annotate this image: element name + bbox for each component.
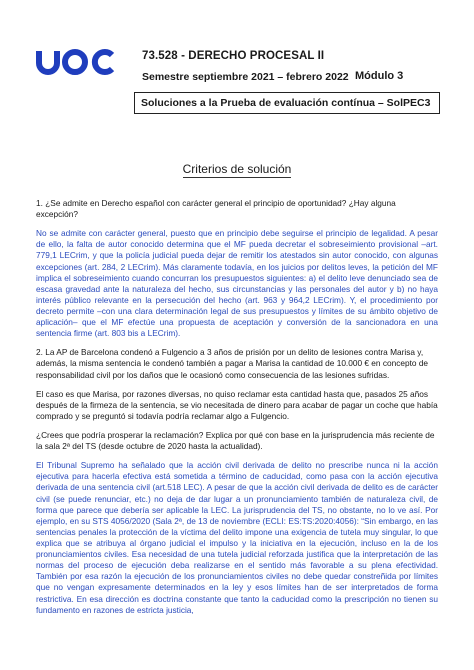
answer-2: El Tribunal Supremo ha señalado que la acción civil derivada de delito no prescribe nunca ni la acción ejecutiva para hacerla efectiva está sometida a término de caducidad, como pasa con la acción ejecutiva derivada de una sentencia civil (art.518 LEC). A pesar de que la acción civil derivada de delito es de carácter civil (se puede renunciar, etc.) no deja de dar lugar a un pronunciamiento también de naturaleza civil, de forma que parece que debería ser aplicable la LEC. La jurisprudencia del TS, no obstante, no lo ve así. Por ejemplo, en su STS 4056/2020 (Sala 2ª, de 13 de noviembre (ECLI: ES:TS:2020:4056): “Sin embargo, en las sentencias penales la protección de la víctima del delito impone una exigencia de tutela muy singular, lo que explica que se atribuya al órgano judicial el impulso y la iniciativa en la ejecución, incluso en la de los pronunciamientos civiles. Esa necesidad de una tutela judicial reforzada justifica que la interpretación de las normas del proceso de ejecución deba realizarse en el sentido más favorable a su plena efectividad. También por esa razón la ejecución de los pronunciamientos civiles no debe quedar constreñida por límites que no vengan expresamente determinados en la ley y esos límites han de ser interpretados de forma restrictiva. En esa dirección es doctrina constante que tanto la caducidad como la prescripción no tienen su fundamento en razones de estricta justicia, [36,460,438,615]
question-1: 1. ¿Se admite en Derecho español con carácter general el principio de oportunidad? ¿Hay alguna excepción? [36,198,396,220]
document-body [36,198,438,624]
question-2-statement: 2. La AP de Barcelona condenó a Fulgencio a 3 años de prisión por un delito de lesiones contra Marisa y, además, la misma sentencia le condenó también a pagar a Marisa la cantidad de 10.000 € en concepto de responsabilidad civil por los daños que le ocasionó como consecuencia de las lesiones sufridas. [36,347,429,380]
uoc-logo [36,48,116,76]
question-2-prompt: ¿Crees que podría prosperar la reclamación? Explica por qué con base en la jurisprudencia más reciente de la sala 2ª del TS (desde octubre de 2020 hasta la actualidad). [36,429,435,452]
section-heading: Criterios de solución [182,162,292,176]
module-label: Módulo 3 [355,70,404,82]
document-title-box: Soluciones a la Prueba de evaluación contínua – SolPEC3 [134,92,440,114]
semester-label: Semestre septiembre 2021 – febrero 2022 [142,71,349,83]
answer-1: No se admite con carácter general, puesto que en principio debe seguirse el principio de legalidad. A pesar de ello, la falta de autor conocido determina que el MF pueda decretar el sobreseimiento provisional –art. 779,1 LECrim, y que la policía judicial pueda dejar de remitir los atestados sin autor conocido, con algunas excepciones (art. 284, 2 LECrim). Más claramente todavía, en los juicios por delitos leves, la petición del MF implica el sobreseimiento cuando concurran los presupuestos siguientes: a) el delito leve denunciado sea de escasa gravedad ante la naturaleza del hecho, sus circunstancias y las personales del autor y b) no haya interés público relevante en la persecución del hecho (art. 963 y 964,2 LECrim). Y, el procedimiento por decreto permite –con una clara determinación legal de sus presupuestos y límites de su ámbito objetivo de aplicación– que el MF efectúe una propuesta de aceptación y conversión de la sancionadora en una sentencia firme (art. 803 bis a LECrim). [36,228,438,339]
question-2-case: El caso es que Marisa, por razones diversas, no quiso reclamar esta cantidad hasta que, pasados 25 años después de la firmeza de la sentencia, se vio necesitada de dinero para acabar de pagar un coche que había comprado y se preguntó si todavía podría reclamar algo a Fulgencio. [36,388,438,421]
course-title: 73.528 - DERECHO PROCESAL II [142,50,325,62]
